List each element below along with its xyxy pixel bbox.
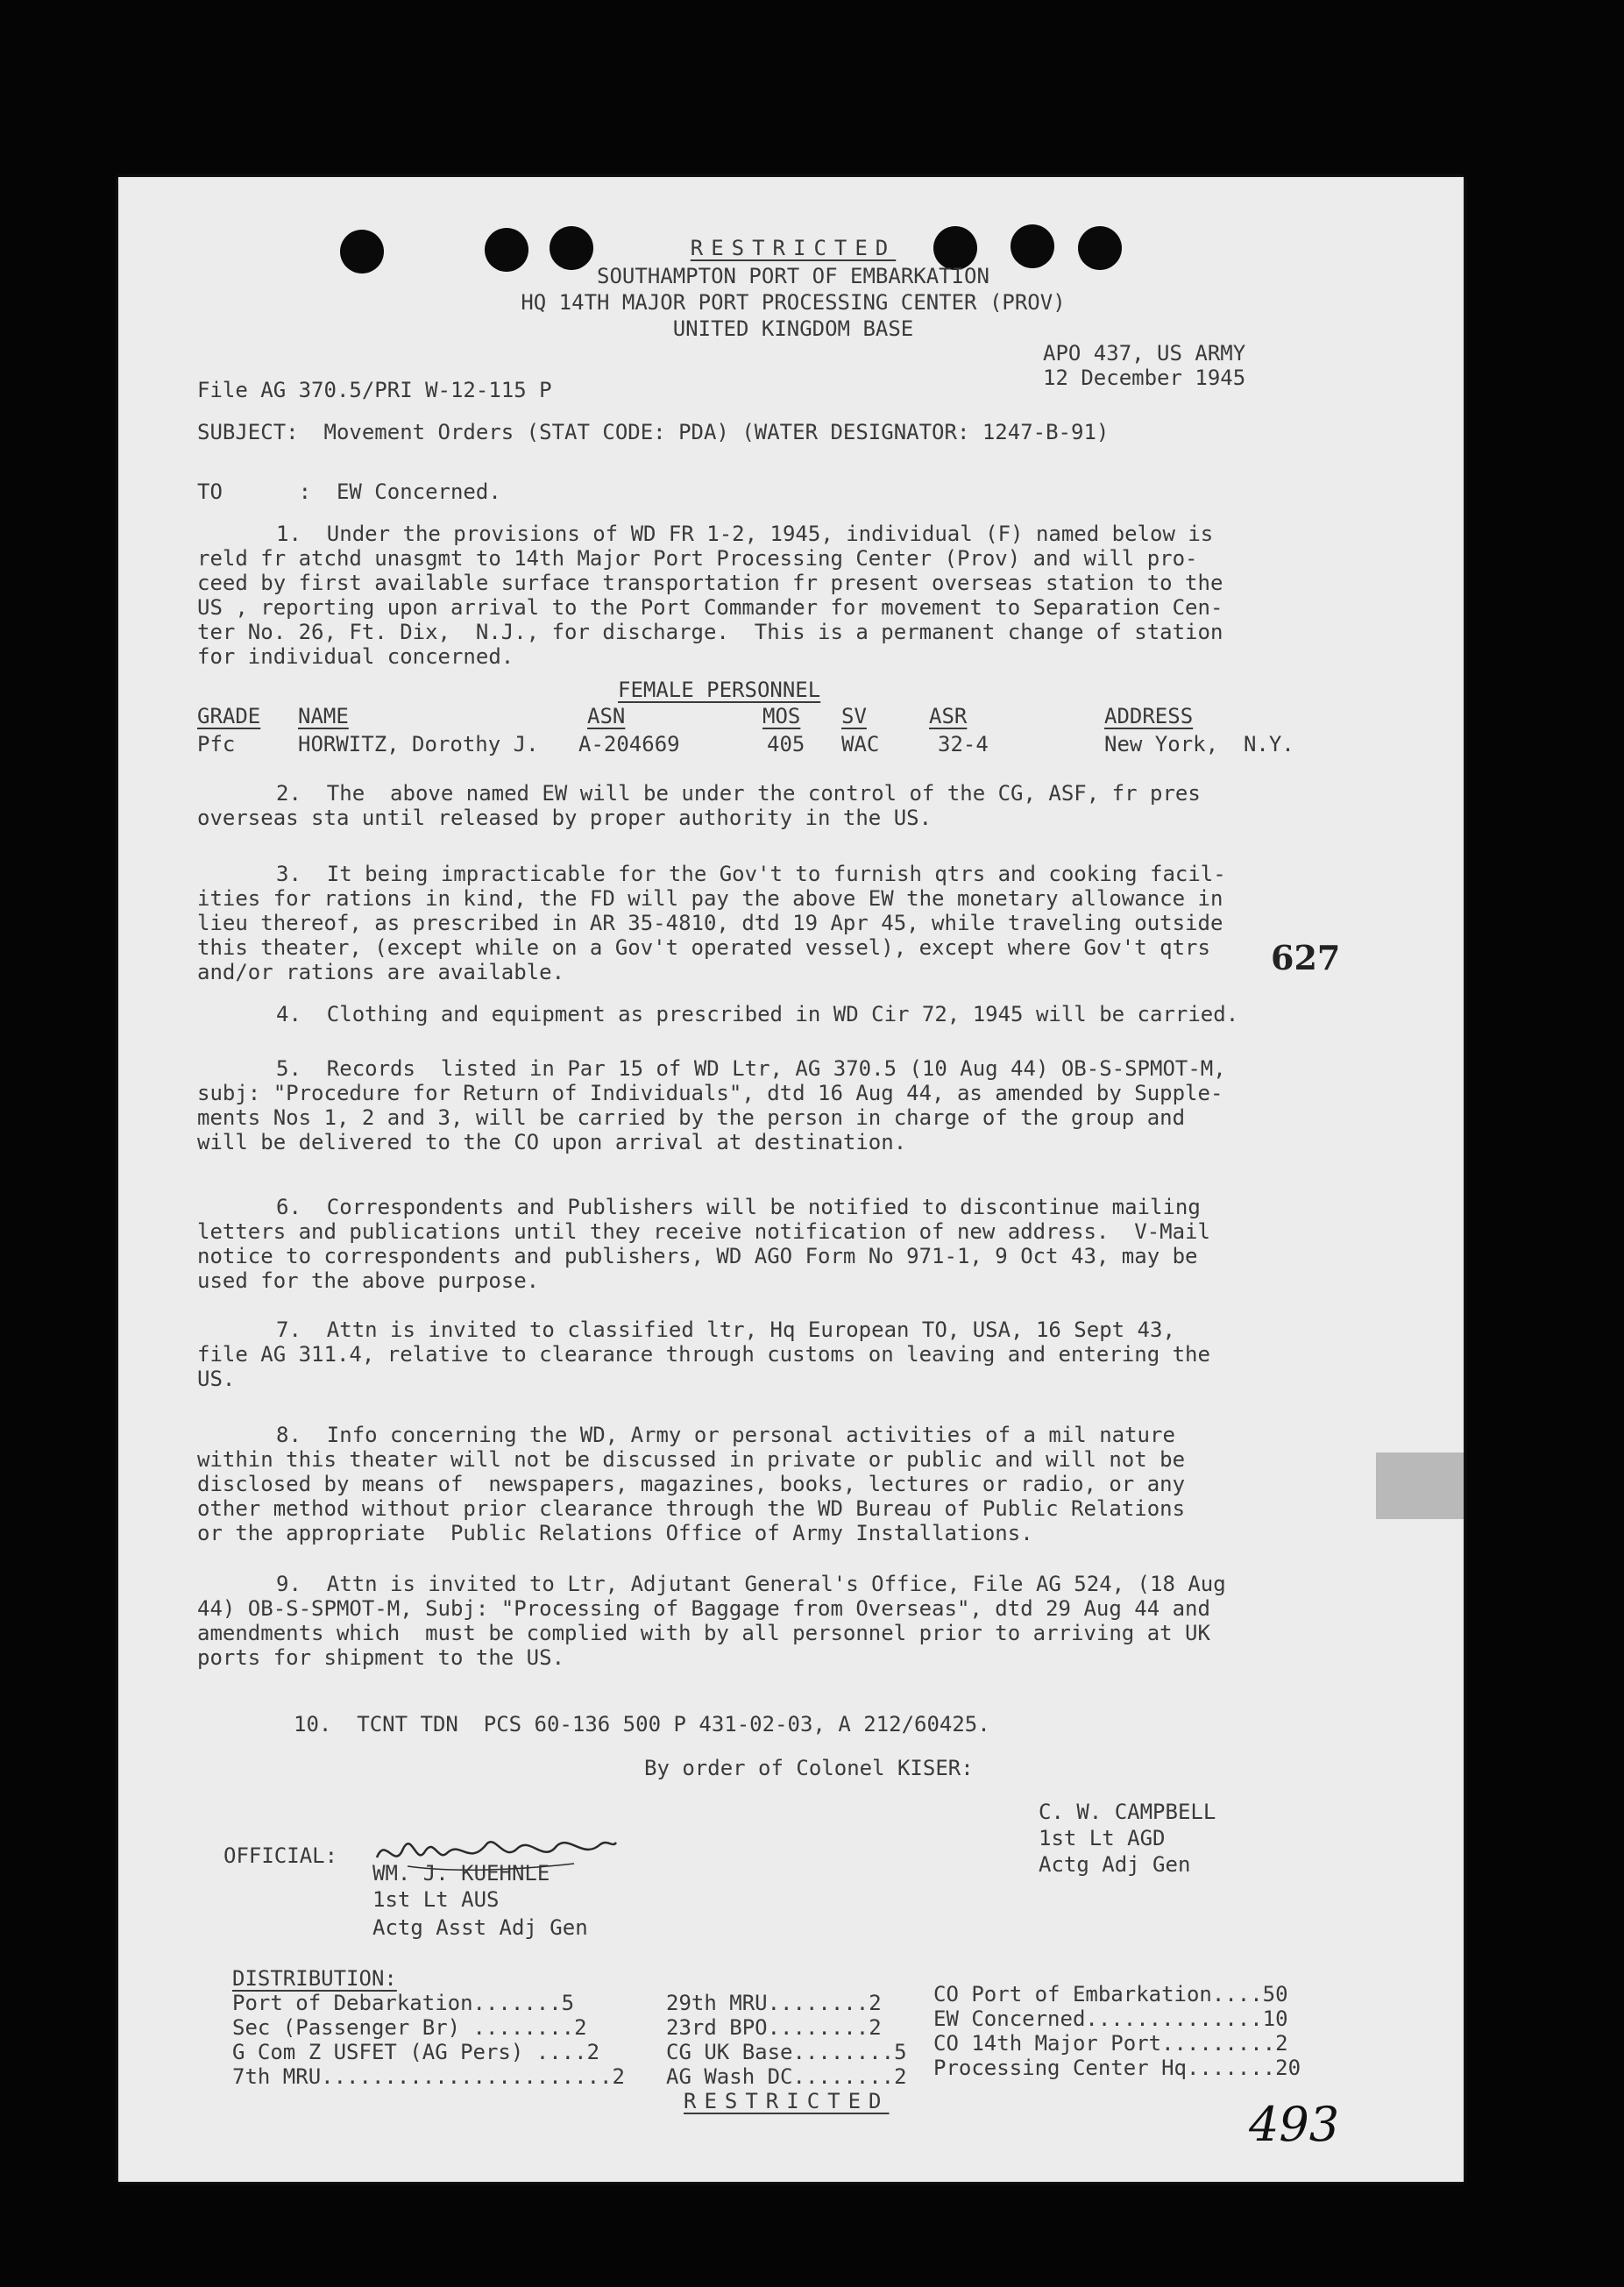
text-line: ports for shipment to the US. [197,1645,565,1670]
column-header: SV [841,704,867,728]
classification-bottom: RESTRICTED [684,2089,890,2113]
text-line: lieu thereof, as prescribed in AR 35-4810, dtd 19 Apr 45, while traveling outside [197,911,1223,935]
text-line: US. [197,1367,236,1391]
text-line: 3. It being impracticable for the Gov't to furnish qtrs and cooking facil- [276,862,1226,886]
text-line: overseas sta until released by proper authority in the US. [197,806,933,830]
text-line: for individual concerned. [197,644,514,669]
official-label: OFFICIAL: [223,1843,338,1868]
signer-left-name: WM. J. KUEHNLE [372,1861,550,1886]
table-cell: New York, N.Y. [1104,732,1294,756]
classification-top: RESTRICTED [690,236,897,260]
signer-left-title: Actg Asst Adj Gen [372,1915,588,1940]
stamped-number: 627 [1271,938,1341,977]
apo-line: APO 437, US ARMY [1043,341,1246,366]
org-line-2: HQ 14TH MAJOR PORT PROCESSING CENTER (PROV) [521,290,1066,315]
text-line: 5. Records listed in Par 15 of WD Ltr, AG 370.5 (10 Aug 44) OB-S-SPMOT-M, [276,1056,1226,1081]
personnel-table-caption: FEMALE PERSONNEL [618,678,821,702]
column-header: ASR [929,704,968,728]
edge-tab-marker [1376,1452,1464,1519]
column-header: NAME [298,704,349,728]
distribution-item: CO 14th Major Port.........2 [933,2031,1288,2056]
text-line: within this theater will not be discussed in private or public and will not be [197,1447,1186,1472]
distribution-item: 29th MRU........2 [666,1991,882,2015]
punch-hole [340,230,384,273]
paragraph-4: 4. Clothing and equipment as prescribed in WD Cir 72, 1945 will be carried. [276,1002,1239,1026]
distribution-item: 23rd BPO........2 [666,2015,882,2040]
distribution-item: CO Port of Embarkation....50 [933,1982,1288,2006]
text-line: used for the above purpose. [197,1268,540,1293]
text-line: will be delivered to the CO upon arrival at destination. [197,1130,907,1154]
distribution-heading: DISTRIBUTION: [232,1966,397,1991]
paragraph-10: 10. TCNT TDN PCS 60-136 500 P 431-02-03, A 212/60425. [294,1712,990,1737]
text-line: this theater, (except while on a Gov't operated vessel), except where Gov't qtrs [197,935,1210,960]
text-line: ments Nos 1, 2 and 3, will be carried by the person in charge of the group and [197,1105,1186,1130]
text-line: ceed by first available surface transportation fr present overseas station to the [197,571,1223,595]
column-header: MOS [762,704,801,728]
text-line: 7. Attn is invited to classified ltr, Hq European TO, USA, 16 Sept 43, [276,1318,1175,1342]
document-date: 12 December 1945 [1043,366,1246,390]
signer-left-rank: 1st Lt AUS [372,1887,500,1912]
text-line: ities for rations in kind, the FD will pay the above EW the monetary allowance in [197,886,1223,911]
table-cell: 32-4 [938,732,989,756]
text-line: reld fr atchd unasgmt to 14th Major Port Processing Center (Prov) and will pro- [197,546,1198,571]
text-line: 9. Attn is invited to Ltr, Adjutant General's Office, File AG 524, (18 Aug [276,1572,1226,1596]
distribution-item: CG UK Base........5 [666,2040,907,2064]
text-line: letters and publications until they receive notification of new address. V-Mail [197,1219,1210,1244]
org-line-3: UNITED KINGDOM BASE [672,316,914,341]
to-line: TO : EW Concerned. [197,479,501,504]
text-line: other method without prior clearance through the WD Bureau of Public Relations [197,1496,1186,1521]
distribution-item: Processing Center Hq.......20 [933,2056,1301,2080]
text-line: file AG 311.4, relative to clearance through customs on leaving and entering the [197,1342,1210,1367]
document-page [118,177,1464,2182]
distribution-item: EW Concerned..............10 [933,2006,1288,2031]
table-cell: Pfc [197,732,236,756]
text-line: subj: "Procedure for Return of Individuals", dtd 16 Aug 44, as amended by Supple- [197,1081,1223,1105]
signer-right-rank: 1st Lt AGD [1039,1826,1166,1850]
file-reference: File AG 370.5/PRI W-12-115 P [197,378,552,402]
handwritten-page-number: 493 [1249,2097,1340,2152]
distribution-item: G Com Z USFET (AG Pers) ....2 [232,2040,600,2064]
distribution-item: Sec (Passenger Br) ........2 [232,2015,587,2040]
column-header: GRADE [197,704,261,728]
text-line: US , reporting upon arrival to the Port Commander for movement to Separation Cen- [197,595,1223,620]
text-line: 6. Correspondents and Publishers will be notified to discontinue mailing [276,1195,1201,1219]
column-header: ADDRESS [1104,704,1194,728]
table-cell: 405 [767,732,805,756]
table-cell: HORWITZ, Dorothy J. [298,732,539,756]
text-line: 8. Info concerning the WD, Army or personal activities of a mil nature [276,1423,1175,1447]
text-line: ter No. 26, Ft. Dix, N.J., for discharge. This is a permanent change of station [197,620,1223,644]
table-cell: A-204669 [578,732,680,756]
text-line: 2. The above named EW will be under the control of the CG, ASF, fr pres [276,781,1201,806]
org-line-1: SOUTHAMPTON PORT OF EMBARKATION [597,264,989,288]
text-line: notice to correspondents and publishers, WD AGO Form No 971-1, 9 Oct 43, may be [197,1244,1198,1268]
signer-right-name: C. W. CAMPBELL [1039,1800,1216,1824]
authority-line: By order of Colonel KISER: [644,1756,974,1780]
subject-line: SUBJECT: Movement Orders (STAT CODE: PDA) (WATER DESIGNATOR: 1247-B-91) [197,420,1110,444]
punch-hole [1011,224,1054,268]
text-line: 44) OB-S-SPMOT-M, Subj: "Processing of Baggage from Overseas", dtd 29 Aug 44 and [197,1596,1210,1621]
text-line: or the appropriate Public Relations Office of Army Installations. [197,1521,1033,1545]
text-line: disclosed by means of newspapers, magazines, books, lectures or radio, or any [197,1472,1186,1496]
signer-right-title: Actg Adj Gen [1039,1852,1191,1877]
text-line: and/or rations are available. [197,960,565,984]
column-header: ASN [587,704,626,728]
text-line: 1. Under the provisions of WD FR 1-2, 1945, individual (F) named below is [276,522,1214,546]
distribution-item: 7th MRU.......................2 [232,2064,625,2089]
table-cell: WAC [841,732,880,756]
text-line: amendments which must be complied with by all personnel prior to arriving at UK [197,1621,1210,1645]
distribution-item: Port of Debarkation.......5 [232,1991,575,2015]
distribution-item: AG Wash DC........2 [666,2064,907,2089]
